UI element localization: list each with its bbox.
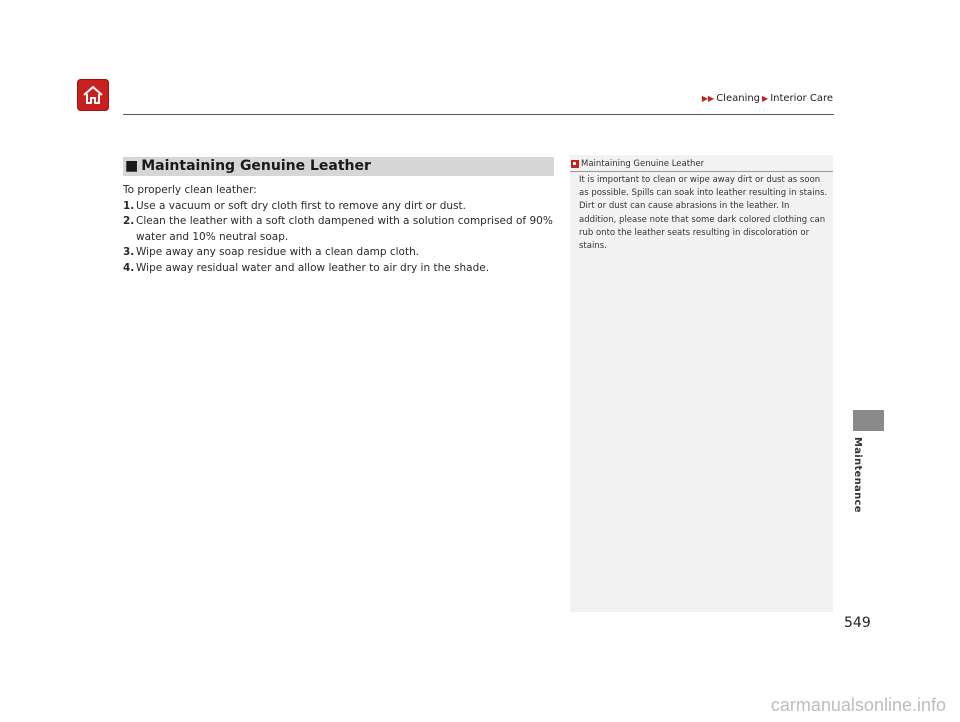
chapter-tab-marker[interactable]: [853, 410, 884, 431]
chapter-tab-label: Maintenance: [852, 437, 863, 513]
home-button[interactable]: [77, 79, 109, 111]
home-icon: [81, 83, 105, 107]
breadcrumb-cleaning[interactable]: Cleaning: [716, 93, 761, 104]
step-text: Wipe away any soap residue with a clean damp cloth.: [136, 246, 420, 258]
section-title: Maintaining Genuine Leather: [141, 158, 371, 174]
step-number: 4.: [123, 261, 135, 274]
note-title-row: [570, 157, 833, 172]
step-number: 2.: [123, 215, 135, 227]
step-text: Clean the leather with a soft cloth dampened with a solution comprised of 90% water and 10% neutral soap.: [136, 215, 553, 243]
header-divider: [123, 114, 834, 115]
list-item: [123, 199, 555, 215]
step-text: Use a vacuum or soft dry cloth first to remove any dirt or dust.: [136, 199, 466, 212]
list-item: [123, 214, 555, 245]
note-icon: [571, 160, 579, 168]
section-header: [123, 157, 554, 176]
step-text: Wipe away residual water and allow leather to air dry in the shade.: [136, 261, 490, 274]
steps-list: [123, 199, 555, 277]
section-body: [123, 183, 555, 276]
intro-text: To properly clean leather:: [123, 184, 257, 196]
note-sidebar: [570, 155, 833, 612]
step-number: 3.: [123, 246, 135, 258]
section-marker: ■: [125, 158, 139, 174]
breadcrumb-interior-care[interactable]: Interior Care: [770, 93, 833, 104]
breadcrumb: [702, 93, 833, 104]
triangle-right-icon: ▶▶: [701, 94, 715, 103]
watermark: carmanualsonline.info: [770, 695, 946, 715]
page-number: 549: [844, 615, 871, 631]
list-item: [123, 245, 555, 261]
step-number: 1.: [123, 199, 135, 212]
note-body: It is important to clean or wipe away dirt or dust as soon as possible. Spills can soak into leather resulting in stains. Dirt or dust can cause abrasions in the leather. In addition, please note that some dark colored clothing can rub onto the leather seats resulting in discoloration or stains.: [579, 175, 828, 252]
note-title: Maintaining Genuine Leather: [581, 159, 705, 169]
triangle-right-icon: ▶: [762, 94, 769, 103]
list-item: [123, 261, 555, 277]
